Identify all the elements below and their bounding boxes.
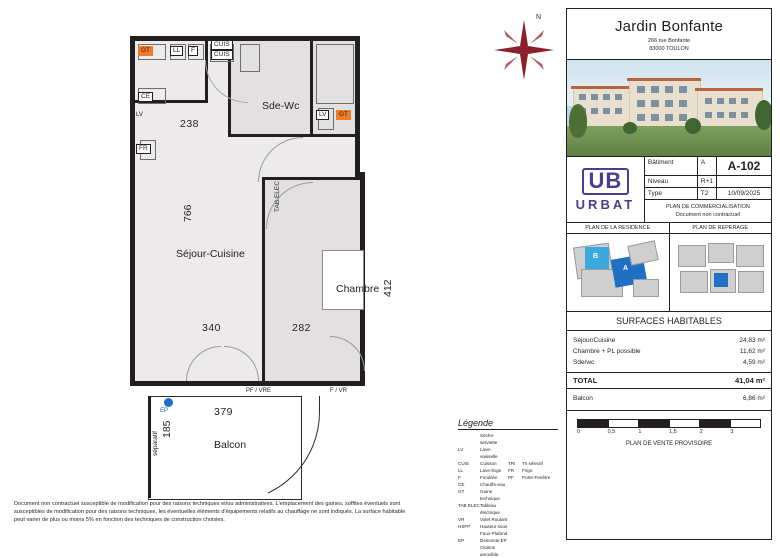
tag-lv: LV: [136, 112, 143, 118]
list-item: [458, 460, 558, 467]
table-row: [645, 176, 771, 188]
dim-entry-width: 238: [180, 118, 200, 130]
balcon-surface-label: Balcon: [573, 395, 593, 402]
surfaces-block: [567, 312, 771, 411]
address-line-2: 83000 TOULON: [649, 46, 689, 52]
legend-text-1: Lave-vaisselle: [480, 447, 498, 459]
list-item: [458, 488, 558, 502]
legend-key2-8: [508, 516, 522, 523]
legend-key-5: CE: [458, 482, 465, 487]
legend-key2-5: [508, 481, 522, 488]
mini-left-header: PLAN DE LA RESIDENCE: [567, 223, 669, 234]
surface-value-0: 24,83 m²: [739, 337, 765, 344]
legend-text-8: Volet Roulant: [480, 517, 508, 522]
legend-key-2: CUIS: [458, 461, 469, 466]
legend-text2-10: [522, 537, 558, 544]
legend-text2-9: [522, 523, 558, 537]
legend-key-10: EP: [458, 538, 465, 543]
mini-right-header: PLAN DE REPERAGE: [670, 223, 772, 234]
legend: [458, 418, 558, 558]
table-row: [567, 389, 771, 408]
dim-chambre-height: 412: [382, 279, 394, 297]
table-row-total: [567, 372, 771, 389]
scale-tick-2: 1: [638, 429, 642, 435]
legend-key-0: [458, 432, 480, 446]
label-f-vr: F / VR: [330, 388, 348, 394]
scale-tick-5: 3: [730, 429, 734, 435]
legend-text-10: Descente EP: [480, 538, 507, 543]
tag-cuis-2: CUIS: [211, 50, 233, 60]
legend-key-9: HSFP: [458, 524, 471, 529]
list-item: [458, 481, 558, 488]
legend-text2-3: Frigo: [522, 468, 533, 473]
legend-key-3: LL: [458, 468, 464, 473]
room-label-balcon: Balcon: [214, 439, 247, 451]
info-label-type: Type: [645, 188, 698, 199]
surface-name-1: Chambre + PL possible: [573, 348, 641, 355]
info-label-niveau: Niveau: [645, 176, 698, 187]
wall-bottom: [130, 381, 365, 386]
residence-title: Jardin Bonfante: [614, 18, 724, 35]
list-item: [458, 523, 558, 537]
legend-key-4: F: [458, 475, 461, 480]
residence-block-3: [627, 240, 659, 265]
legend-text2-4: Porte-Fenêtre: [522, 475, 551, 480]
dim-balcon-width: 379: [214, 406, 234, 418]
legend-text-6: Gaine technique: [480, 489, 500, 501]
address-line-1: 266 rue Bonfante: [647, 38, 691, 44]
legend-text2-0: [522, 432, 558, 446]
label-separatif: séparatif: [152, 431, 159, 456]
card-header: [567, 9, 771, 60]
info-value-type: T2: [698, 188, 717, 199]
mini-badge-b: B: [593, 253, 599, 260]
list-item: [458, 432, 558, 446]
scale-tick-1: 0,5: [607, 429, 616, 435]
identification-block: [567, 157, 771, 223]
legend-key-11: [458, 544, 480, 558]
surface-value-1: 11,62 m²: [739, 348, 765, 355]
ep-marker-icon: [164, 398, 173, 407]
compass-north-label: N: [536, 14, 542, 21]
legend-key2-7: [508, 502, 522, 516]
mini-plan-residence: [567, 223, 670, 311]
table-row: [645, 200, 771, 222]
tag-f: F: [188, 46, 198, 56]
table-row: [645, 157, 771, 176]
legend-text2-5: [522, 481, 558, 488]
reperage-highlight: [714, 273, 728, 287]
legend-key2-9: [508, 523, 522, 537]
legend-key2-1: [508, 446, 522, 460]
compass-rose: [492, 14, 556, 82]
dim-balcon-depth: 185: [161, 420, 173, 438]
legend-text2-7: [522, 502, 558, 516]
info-value-batiment: A: [698, 157, 717, 175]
urbat-logo: [567, 157, 645, 222]
total-value: 41,04 m²: [734, 376, 765, 385]
legend-text2-6: [522, 488, 558, 502]
legend-text2-1: [522, 446, 558, 460]
surface-value-2: 4,59 m²: [742, 359, 765, 366]
tag-gt-2: GT: [336, 110, 351, 120]
legend-text-4: Fondrée: [480, 475, 498, 480]
fixture-shower: [316, 44, 354, 104]
room-label-chambre: Chambre: [336, 283, 380, 295]
balcony-separator: [148, 396, 151, 498]
legend-key-6: GT: [458, 489, 465, 494]
dim-sejour-width: 340: [202, 322, 222, 334]
mini-plan-reperage: [670, 223, 772, 311]
reperage-block-4: [680, 271, 708, 293]
legend-key2-0: [508, 432, 522, 446]
legend-key-1: LV: [458, 447, 464, 452]
tag-cuis-1: CUIS: [211, 40, 233, 50]
wall-right-upper: [355, 36, 360, 176]
mini-badge-a: A: [623, 265, 629, 272]
legend-text-5: Chauffe-eau: [480, 482, 506, 487]
legend-text2-11: [522, 544, 558, 558]
legend-text-11: Cloison amovible: [480, 545, 499, 557]
surface-name-2: Sde/wc: [573, 359, 595, 366]
legend-key2-11: [508, 544, 522, 558]
scale-ticks: [577, 429, 761, 435]
unit-code: A-102: [727, 159, 761, 173]
legend-key2-4: PF: [508, 475, 514, 480]
table-row: [645, 188, 771, 200]
tag-ce: CE: [138, 92, 153, 102]
logo-mark: UB: [582, 168, 630, 195]
unit-spacer: [717, 176, 771, 187]
tag-lv-small: LV: [316, 110, 329, 120]
unit-info-table: [645, 157, 771, 222]
dim-left-vertical: 766: [182, 204, 194, 222]
list-item: [458, 467, 558, 474]
legend-key2-6: [508, 488, 522, 502]
plan-sub-line-2: Document non contractuel: [675, 212, 741, 218]
list-item: [458, 502, 558, 516]
provisional-note: PLAN DE VENTE PROVISOIRE: [625, 441, 713, 447]
wall-wc-split: [310, 41, 313, 136]
legend-title: Légende: [458, 418, 558, 430]
list-item: [458, 446, 558, 460]
mini-plans: [567, 223, 771, 312]
scale-bar-block: [567, 411, 771, 449]
total-label: TOTAL: [573, 376, 598, 385]
reperage-block-6: [738, 271, 764, 293]
disclaimer-text: Document non contractuel susceptible de modification pour des raisons techniques et/ou administratives. L'emplacement des gaines, soffites éventuels sont susceptibles de modification pour des raisons techniques, les éventuelles éléments d'équipements relatifs au chauffage ne sont indiqués. La surface habitable peut varier de plus ou moins 5% en fonction des techniques de construction choisies.: [14, 501, 406, 523]
legend-key-7: TAB ELEC: [458, 503, 480, 508]
legend-text2-8: [522, 516, 558, 523]
wall-chambre-left: [262, 177, 265, 381]
legend-text-3: Lave-linge: [480, 468, 502, 473]
label-ep: EP: [160, 408, 169, 414]
list-item: [458, 474, 558, 481]
list-item: [458, 516, 558, 523]
residence-photo: [567, 60, 771, 157]
table-row: [567, 335, 771, 346]
legend-key2-2: TRI: [508, 461, 516, 466]
info-card: [566, 8, 772, 540]
scale-tick-3: 1,5: [669, 429, 677, 435]
tag-gt-1: GT: [138, 46, 153, 56]
balcony-curve: [268, 396, 322, 500]
legend-text-7: Tableau électrique: [480, 503, 500, 515]
list-item: [458, 537, 558, 544]
legend-text2-2: Tri sélectif: [522, 461, 543, 466]
legend-text-0: Sèche-serviette: [480, 433, 498, 445]
reperage-block-2: [708, 243, 734, 263]
logo-name: URBAT: [575, 196, 636, 212]
dim-chambre-width: 282: [292, 322, 312, 334]
legend-key2-3: FR: [508, 468, 515, 473]
scale-tick-4: 2: [699, 429, 703, 435]
residence-block-4: [633, 279, 659, 297]
tag-tableau-electrique: TAB.ELEC: [274, 181, 281, 212]
wall-sdewc-bottom: [228, 134, 355, 137]
list-item: [458, 544, 558, 558]
legend-text-9: Hauteur sous Faux-Plafond: [480, 524, 508, 536]
reperage-block-1: [678, 245, 706, 267]
reperage-block-3: [736, 245, 764, 267]
tag-ll: LL: [170, 46, 183, 56]
plan-sub-line-1: PLAN DE COMMERCIALISATION: [665, 204, 750, 210]
room-label-sejour: Séjour-Cuisine: [176, 248, 245, 260]
surface-name-0: Séjour/Cuisine: [573, 337, 616, 344]
scale-tick-0: 0: [577, 429, 581, 435]
table-row: [567, 346, 771, 357]
balcon-surface-value: 6,86 m²: [742, 395, 765, 402]
label-pf-vre: PF / VRE: [246, 388, 272, 394]
info-label-batiment: Bâtiment: [645, 157, 698, 175]
info-value-niveau: R+1: [698, 176, 717, 187]
legend-key-8: VR: [458, 517, 465, 522]
fixture-bed: [322, 250, 364, 310]
legend-key2-10: [508, 537, 522, 544]
table-row: [567, 357, 771, 372]
room-label-sdewc: Sde-Wc: [262, 100, 300, 112]
surfaces-header: SURFACES HABITABLES: [567, 312, 771, 331]
scale-bar: [577, 419, 761, 428]
tag-fr: FR: [136, 144, 151, 154]
plan-date: 10/09/2025: [727, 190, 761, 197]
legend-text-2: Cuisson: [480, 461, 497, 466]
